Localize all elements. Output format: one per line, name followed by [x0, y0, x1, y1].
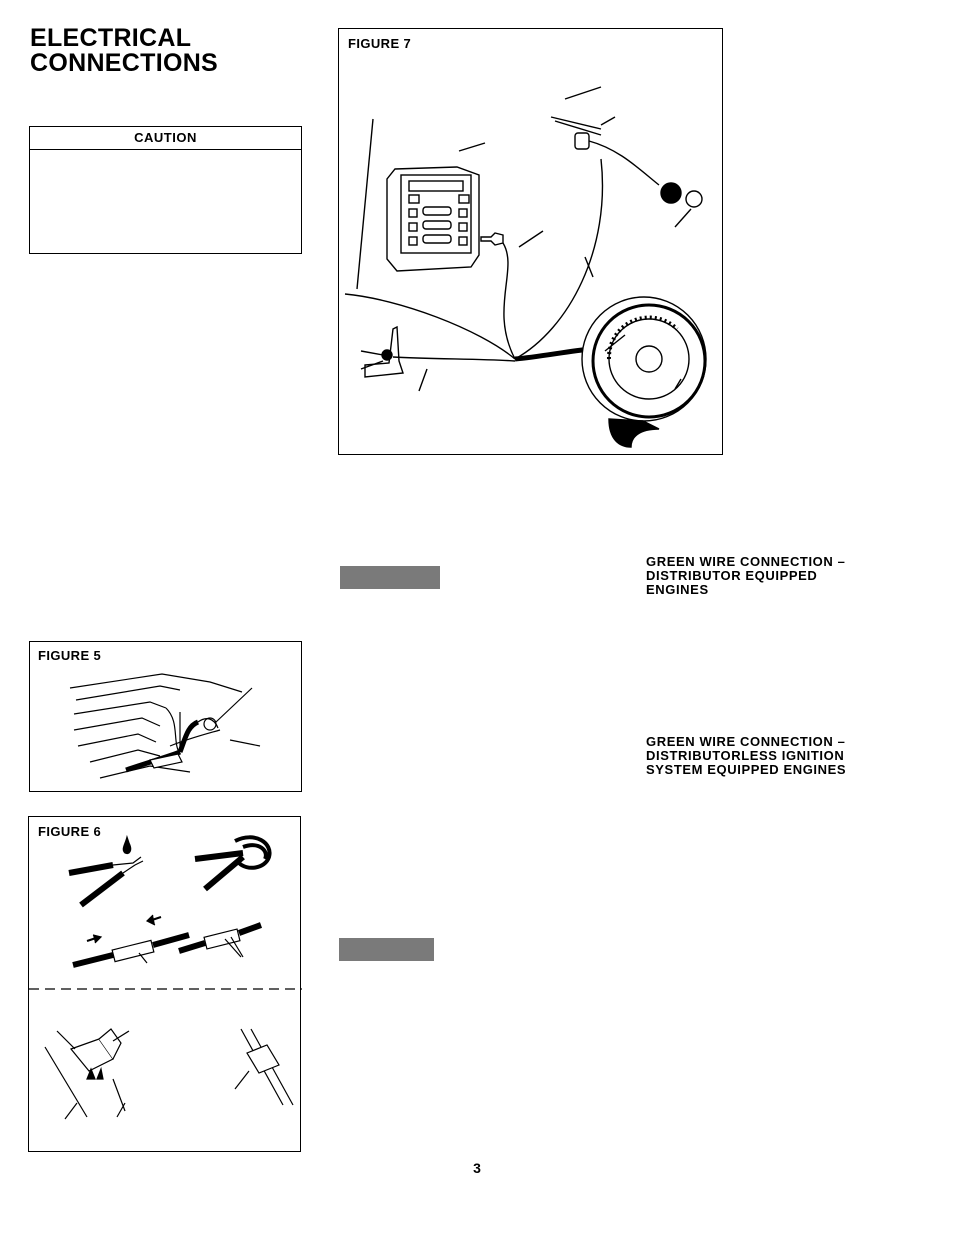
- heading-distributorless-ignition: [646, 735, 846, 777]
- caution-box: [29, 126, 302, 254]
- figure-5: [29, 641, 302, 792]
- heading-distributor-equipped: [646, 555, 845, 597]
- fuse-block: [387, 143, 485, 271]
- heading-distributor-line1: GREEN WIRE CONNECTION –: [646, 554, 846, 569]
- figure-6-caption: FIGURE 6: [38, 824, 102, 839]
- page-number: 3: [473, 1160, 481, 1176]
- section-title-line2: CONNECTIONS: [30, 49, 219, 77]
- heading-dis-line1: GREEN WIRE CONNECTION –: [646, 734, 846, 749]
- gray-label-bar-2: [339, 938, 434, 961]
- gray-label-bar-1: [340, 566, 440, 589]
- figure-5-illustration: [30, 642, 303, 793]
- heading-distributor-line3: ENGINES: [646, 582, 709, 597]
- heading-dis-line3: SYSTEM EQUIPPED ENGINES: [646, 762, 847, 777]
- section-title-line1: ELECTRICAL: [30, 24, 192, 52]
- gauge-illustration: [582, 297, 706, 447]
- figure-5-caption: FIGURE 5: [38, 648, 102, 663]
- section-title: [30, 26, 218, 76]
- figure-7-caption: FIGURE 7: [348, 36, 412, 51]
- figure-7-illustration: [339, 29, 724, 456]
- heading-dis-line2: DISTRIBUTORLESS IGNITION: [646, 748, 845, 763]
- figure-7: [338, 28, 723, 455]
- figure-6: [28, 816, 301, 1152]
- heading-distributor-line2: DISTRIBUTOR EQUIPPED: [646, 568, 818, 583]
- caution-label: CAUTION: [30, 127, 301, 150]
- figure-6-illustration: [29, 817, 302, 1153]
